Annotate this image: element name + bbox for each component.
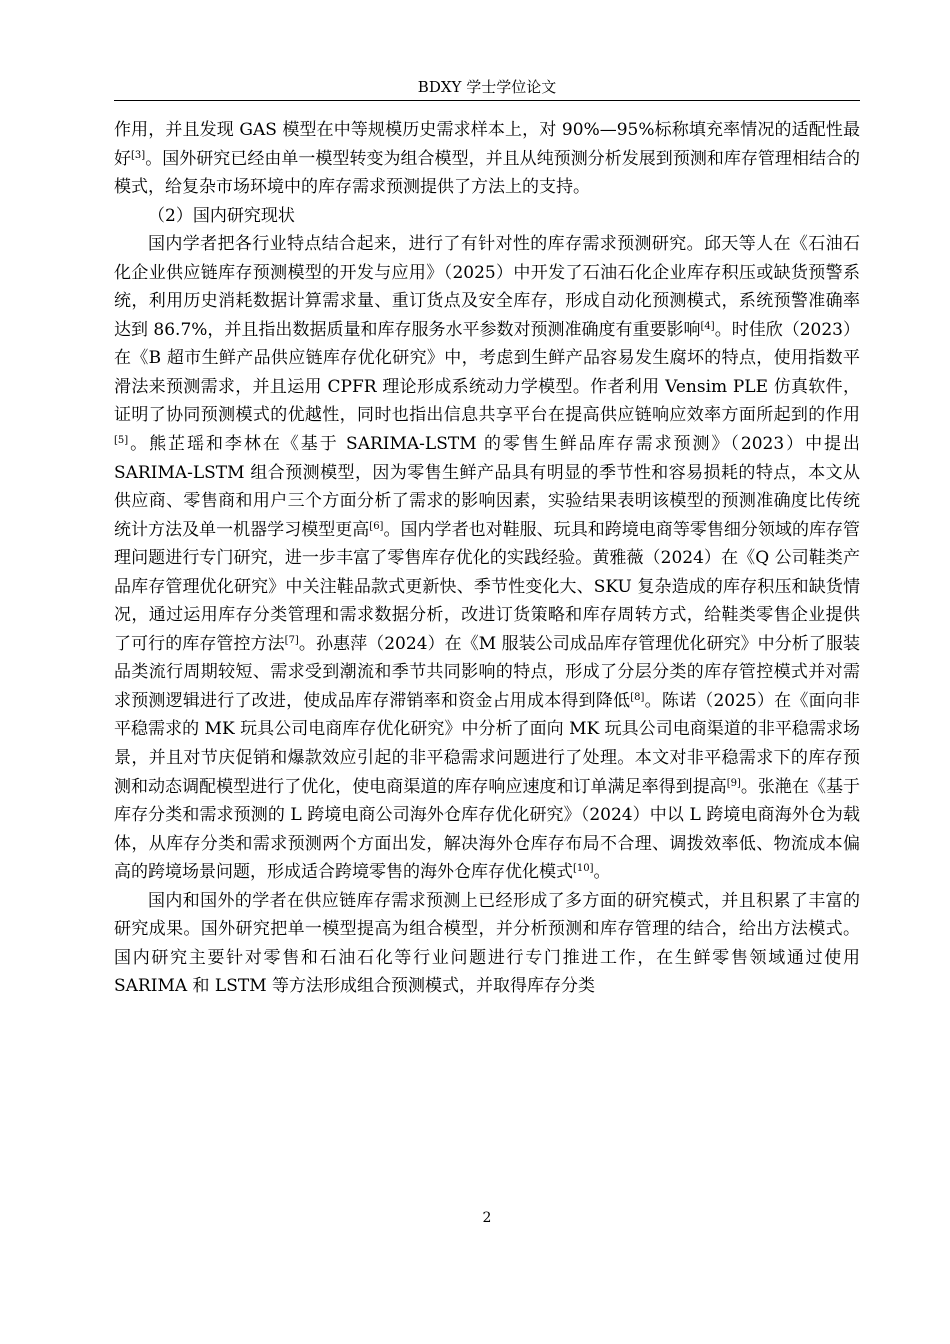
citation-marker: [5] — [114, 435, 129, 447]
citation-marker: [9] — [726, 777, 741, 789]
citation-marker: [6] — [369, 520, 384, 532]
paragraph-text: 国内学者把各行业特点结合起来，进行了有针对性的库存需求预测研究。邱天等人在《石油石化企业供应链库存预测模型的开发与应用》（2025）中开发了石油石化企业库存积压或缺货预警系统，利用历史消耗数据计算需求量、重订货点及安全库存，形成自动化预测模式，系统预警准确率达到 86.7%，并且指出数据质量和库存服务水平参数对预测准确度有重要影响[4]。时佳欣（2023）在《B 超市生鲜产品供应链库存优化研究》中，考虑到生鲜产品容易发生腐坏的特点，使用指数平滑法来预测需求，并且运用 CPFR 理论形成系统动力学模型。作者利用 Vensim PLE 仿真软件，证明了协同预测模式的优越性，同时也指出信息共享平台在提高供应链响应效率方面所起到的作用[5]。熊芷瑶和李林在《基于 SARIMA-LSTM 的零售生鲜品库存需求预测》（2023）中提出 SARIMA-LSTM 组合预测模型，因为零售生鲜产品具有明显的季节性和容易损耗的特点，本文从供应商、零售商和用户三个方面分析了需求的影响因素，实验结果表明该模型的预测准确度比传统统计方法及单一机器学习模型更高[6]。国内学者也对鞋服、玩具和跨境电商等零售细分领域的库存管理问题进行专门研究，进一步丰富了零售库存优化的实践经验。黄雅薇（2024）在《Q 公司鞋类产品库存管理优化研究》中关注鞋品款式更新快、季节性变化大、SKU 复杂造成的库存积压和缺货情况，通过运用库存分类管理和需求数据分析，改进订货策略和库存周转方式，给鞋类零售企业提供了可行的库存管控方法[7]。孙惠萍（2024）在《M 服装公司成品库存管理优化研究》中分析了服装品类流行周期较短、需求受到潮流和季节共同影响的特点，形成了分层分类的库存管控模式并对需求预测逻辑进行了改进，使成品库存滞销率和资金占用成本得到降低[8]。陈诺（2025）在《面向非平稳需求的 MK 玩具公司电商库存优化研究》中分析了面向 MK 玩具公司电商渠道的非平稳需求场景，并且对节庆促销和爆款效应引起的非平稳需求问题进行了处理。本文对非平稳需求下的库存预测和动态调配模型进行了优化，使电商渠道的库存响应速度和订单满足率得到提高[9]。张滟在《基于库存分类和需求预测的 L 跨境电商公司海外仓库存优化研究》（2024）中以 L 跨境电商海外仓为载体，从库存分类和需求预测两个方面出发，解决海外仓库存布局不合理、调拨效率低、物流成本偏高的跨境场景问题，形成适合跨境零售的海外仓库存优化模式[10]。 — [114, 234, 861, 883]
citation-marker: [8] — [630, 691, 645, 703]
section-heading-text: （2）国内研究现状 — [148, 205, 295, 226]
citation-marker: [7] — [284, 634, 299, 646]
body-text — [114, 116, 860, 1001]
citation-marker: [3] — [131, 149, 146, 161]
paragraph-foreign-research-summary — [114, 116, 860, 202]
citation-marker: [4] — [700, 320, 715, 332]
header-divider — [114, 100, 860, 101]
page-number-text: 2 — [482, 1210, 492, 1226]
page-header — [114, 74, 860, 100]
header-title: BDXY 学士学位论文 — [417, 78, 557, 96]
paragraph-text: 国内和国外的学者在供应链库存需求预测上已经形成了多方面的研究模式，并且积累了丰富的研究成果。国外研究把单一模型提高为组合模型，并分析预测和库存管理的结合，给出方法模式。国内研究主要针对零售和石油石化等行业问题进行专门推进工作，在生鲜零售领域通过使用 SARIMA 和 LSTM 等方法形成组合预测模式，并取得库存分类 — [114, 890, 860, 997]
paragraph-research-summary — [114, 887, 860, 1001]
paragraph-text: 作用，并且发现 GAS 模型在中等规模历史需求样本上，对 90%—95%标称填充率情况的适配性最好[3]。国外研究已经由单一模型转变为组合模型，并且从纯预测分析发展到预测和库存管理相结合的模式，给复杂市场环境中的库存需求预测提供了方法上的支持。 — [114, 120, 861, 198]
paragraph-domestic-research — [114, 230, 860, 887]
citation-marker: [10] — [573, 863, 594, 875]
page-number — [114, 1208, 860, 1228]
section-heading-domestic-research — [114, 202, 860, 231]
